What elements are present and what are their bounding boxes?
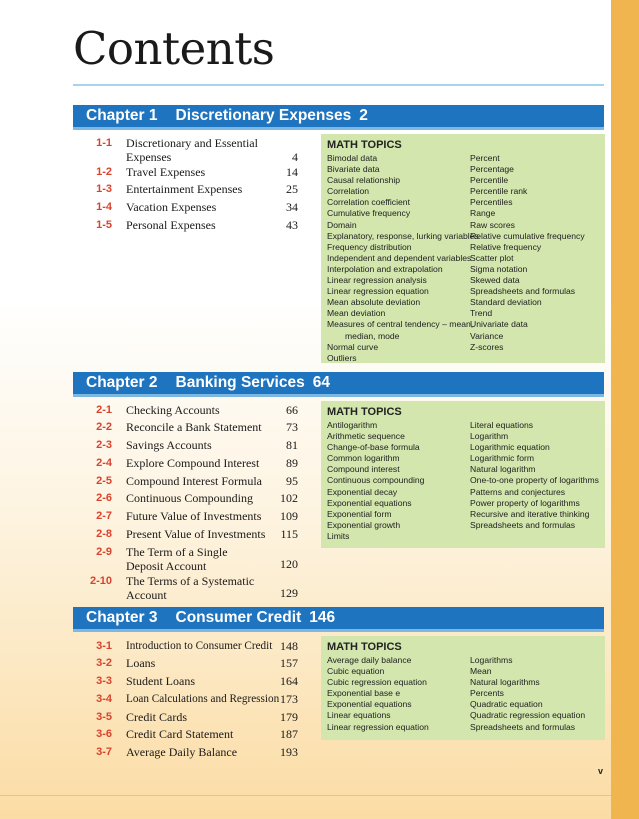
math-topics-column-1 bbox=[327, 655, 467, 733]
topic-item: Exponential equations bbox=[327, 699, 412, 710]
topic-item: Interpolation and extrapolation bbox=[327, 263, 443, 274]
math-topics-heading: MATH TOPICS bbox=[327, 139, 402, 151]
lesson-2-9[interactable] bbox=[84, 545, 298, 573]
topic-item: Scatter plot bbox=[470, 252, 514, 263]
topic-item: Trend bbox=[470, 308, 493, 319]
lesson-title: Present Value of Investments bbox=[126, 527, 266, 541]
topic-item: Percentiles bbox=[470, 197, 513, 208]
math-topics-heading: MATH TOPICS bbox=[327, 406, 402, 418]
topic-item: Sigma notation bbox=[470, 263, 528, 274]
lesson-number: 2-7 bbox=[96, 510, 112, 522]
topic-item: Exponential equations bbox=[327, 497, 412, 508]
topic-item: Arithmetic sequence bbox=[327, 431, 405, 442]
lesson-page: 25 bbox=[286, 182, 298, 196]
chapter-3-header[interactable] bbox=[73, 607, 604, 632]
topic-item: Exponential decay bbox=[327, 486, 398, 497]
topic-item: Variance bbox=[470, 330, 504, 341]
chapter-label: Chapter 1 bbox=[86, 107, 158, 124]
topic-item: Literal equations bbox=[470, 420, 534, 430]
lesson-title: Loan Calculations and Regression bbox=[126, 693, 280, 705]
topic-item: Change-of-base formula bbox=[327, 442, 420, 453]
topic-item: Measures of central tendency – mean, bbox=[327, 319, 474, 330]
chapter-1-math-topics bbox=[321, 134, 605, 363]
chapter-page: 64 bbox=[312, 374, 330, 391]
topic-item: One-to-one property of logarithms bbox=[470, 475, 599, 486]
topic-item: Percentile bbox=[470, 175, 509, 186]
lesson-number: 3-4 bbox=[96, 693, 112, 705]
lesson-page: 129 bbox=[280, 586, 298, 600]
topic-item: Percentile rank bbox=[470, 186, 528, 197]
chapter-2-header[interactable] bbox=[73, 372, 604, 397]
topic-item: Outliers bbox=[327, 352, 357, 363]
lesson-title: Personal Expenses bbox=[126, 218, 216, 232]
topic-item: Exponential growth bbox=[327, 519, 401, 530]
topic-item: Domain bbox=[327, 219, 357, 230]
lesson-number: 1-4 bbox=[96, 201, 112, 213]
lesson-page: 66 bbox=[286, 403, 298, 417]
math-topics-column-1 bbox=[327, 420, 467, 542]
lesson-page: 164 bbox=[280, 674, 298, 688]
chapter-label: Chapter 2 bbox=[86, 374, 158, 391]
lesson-number: 2-2 bbox=[96, 421, 112, 433]
topic-item: Cubic regression equation bbox=[327, 677, 427, 688]
chapter-title: Banking Services bbox=[175, 374, 305, 391]
topic-item: Continuous compounding bbox=[327, 475, 425, 486]
lesson-page: 14 bbox=[286, 165, 298, 179]
lesson-number: 1-5 bbox=[96, 219, 112, 231]
topic-item: Correlation coefficient bbox=[327, 197, 410, 208]
lesson-title: Introduction to Consumer Credit bbox=[126, 640, 273, 652]
lesson-page: 95 bbox=[286, 474, 298, 488]
lesson-number: 3-3 bbox=[96, 675, 112, 687]
lesson-number: 2-4 bbox=[96, 457, 112, 469]
topic-item: Univariate data bbox=[470, 319, 528, 330]
topic-item: Skewed data bbox=[470, 275, 520, 286]
lesson-number: 2-8 bbox=[96, 528, 112, 540]
lesson-title: Loans bbox=[126, 656, 156, 670]
topic-item: Natural logarithm bbox=[470, 464, 536, 475]
topic-item: Relative cumulative frequency bbox=[470, 230, 585, 241]
chapter-title: Discretionary Expenses bbox=[175, 107, 352, 124]
lesson-title: The Terms of a Systematic Account bbox=[126, 574, 255, 602]
topic-item: Exponential base e bbox=[327, 688, 401, 699]
page-title: Contents bbox=[73, 22, 275, 75]
math-topics-column-2 bbox=[470, 420, 603, 531]
topic-item: Logarithmic form bbox=[470, 453, 534, 464]
topic-item: Compound interest bbox=[327, 464, 400, 475]
topic-item: Linear regression analysis bbox=[327, 275, 427, 286]
lesson-page: 173 bbox=[280, 692, 298, 706]
lesson-title: Explore Compound Interest bbox=[126, 456, 260, 470]
chapter-page: 146 bbox=[309, 609, 336, 626]
topic-item: Common logarithm bbox=[327, 453, 400, 464]
topic-item: Standard deviation bbox=[470, 297, 542, 308]
chapter-2-math-topics bbox=[321, 401, 605, 548]
lesson-number: 2-6 bbox=[96, 492, 112, 504]
topic-item: Normal curve bbox=[327, 341, 379, 352]
lesson-title: Credit Cards bbox=[126, 710, 187, 724]
topic-item: Cubic equation bbox=[327, 666, 385, 677]
topic-item: Quadratic equation bbox=[470, 699, 543, 710]
lesson-number: 1-3 bbox=[96, 183, 112, 195]
topic-item: Quadratic regression equation bbox=[470, 710, 586, 721]
topic-item: Natural logarithms bbox=[470, 677, 540, 688]
topic-item: Average daily balance bbox=[327, 655, 412, 665]
topic-item: Mean deviation bbox=[327, 308, 386, 319]
topic-item: Independent and dependent variables bbox=[327, 252, 472, 263]
topic-item: Frequency distribution bbox=[327, 241, 412, 252]
topic-item: Range bbox=[470, 208, 496, 219]
topic-item: Power property of logarithms bbox=[470, 497, 580, 508]
lesson-page: 157 bbox=[280, 656, 298, 670]
topic-item: Cumulative frequency bbox=[327, 208, 411, 219]
lesson-number: 3-1 bbox=[96, 640, 112, 652]
topic-item: Correlation bbox=[327, 186, 370, 197]
lesson-number: 3-5 bbox=[96, 711, 112, 723]
lesson-number: 1-2 bbox=[96, 166, 112, 178]
lesson-number: 3-7 bbox=[96, 746, 112, 758]
math-topics-column-2 bbox=[470, 655, 603, 733]
topic-item: Logarithm bbox=[470, 431, 509, 442]
lesson-number: 2-9 bbox=[96, 546, 112, 558]
topic-item: Z-scores bbox=[470, 341, 504, 352]
lesson-number: 1-1 bbox=[96, 137, 112, 149]
lesson-number: 3-6 bbox=[96, 728, 112, 740]
lesson-page: 73 bbox=[286, 420, 298, 434]
topic-item: Recursive and iterative thinking bbox=[470, 508, 590, 519]
lesson-title: Student Loans bbox=[126, 674, 195, 688]
topic-item: Linear equations bbox=[327, 710, 391, 721]
topic-item: Relative frequency bbox=[470, 241, 542, 252]
lesson-title: Discretionary and Essential Expenses bbox=[126, 136, 258, 164]
title-rule bbox=[73, 84, 604, 86]
lesson-number: 3-2 bbox=[96, 657, 112, 669]
right-edge-bar bbox=[611, 0, 639, 819]
chapter-1-header[interactable] bbox=[73, 105, 604, 130]
topic-item: Linear regression equation bbox=[327, 721, 429, 732]
lesson-title: Entertainment Expenses bbox=[126, 182, 243, 196]
lesson-page: 34 bbox=[286, 200, 298, 214]
lesson-page: 115 bbox=[280, 527, 298, 541]
topic-item: Spreadsheets and formulas bbox=[470, 286, 576, 297]
lesson-number: 2-10 bbox=[89, 575, 112, 587]
lesson-page: 109 bbox=[280, 509, 298, 523]
lesson-number: 2-3 bbox=[96, 439, 112, 451]
lesson-page: 43 bbox=[286, 218, 298, 232]
lesson-page: 187 bbox=[280, 727, 298, 741]
lesson-2-10[interactable] bbox=[84, 574, 298, 602]
math-topics-heading: MATH TOPICS bbox=[327, 641, 402, 653]
math-topics-column-1 bbox=[327, 153, 479, 364]
topic-item: Mean absolute deviation bbox=[327, 297, 421, 308]
bottom-rule bbox=[0, 795, 611, 796]
topic-item: Spreadsheets and formulas bbox=[470, 519, 576, 530]
lesson-1-1[interactable] bbox=[84, 136, 298, 164]
lesson-title: The Term of a Single Deposit Account bbox=[126, 545, 228, 573]
topic-item: Mean bbox=[470, 666, 492, 677]
topic-item: Spreadsheets and formulas bbox=[470, 721, 576, 732]
chapter-title: Consumer Credit bbox=[175, 609, 302, 626]
chapter-label: Chapter 3 bbox=[86, 609, 158, 626]
lesson-number: 2-1 bbox=[96, 404, 112, 416]
lesson-page: 4 bbox=[292, 150, 298, 164]
topic-item: median, mode bbox=[345, 330, 400, 341]
lesson-page: 193 bbox=[280, 745, 298, 759]
lesson-title: Compound Interest Formula bbox=[126, 474, 262, 488]
lesson-page: 89 bbox=[286, 456, 298, 470]
lesson-number: 2-5 bbox=[96, 475, 112, 487]
lesson-title: Vacation Expenses bbox=[126, 200, 217, 214]
topic-item: Logarithms bbox=[470, 655, 513, 665]
lesson-title: Checking Accounts bbox=[126, 403, 220, 417]
lesson-title: Credit Card Statement bbox=[126, 727, 234, 741]
lesson-title: Continuous Compounding bbox=[126, 491, 254, 505]
lesson-page: 148 bbox=[280, 639, 298, 653]
topic-item: Limits bbox=[327, 530, 350, 541]
lesson-page: 102 bbox=[280, 491, 298, 505]
topic-item: Raw scores bbox=[470, 219, 515, 230]
topic-item: Bivariate data bbox=[327, 164, 380, 175]
topic-item: Percent bbox=[470, 153, 500, 163]
page-folio: v bbox=[598, 766, 604, 776]
lesson-page: 81 bbox=[286, 438, 298, 452]
lesson-title: Travel Expenses bbox=[126, 165, 206, 179]
topic-item: Explanatory, response, lurking variables bbox=[327, 230, 479, 241]
chapter-page: 2 bbox=[359, 107, 368, 124]
chapter-3-math-topics bbox=[321, 636, 605, 740]
lesson-title: Average Daily Balance bbox=[126, 745, 238, 759]
math-topics-column-2 bbox=[470, 153, 603, 353]
topic-item: Bimodal data bbox=[327, 153, 378, 163]
topic-item: Linear regression equation bbox=[327, 286, 429, 297]
topic-item: Exponential form bbox=[327, 508, 392, 519]
topic-item: Causal relationship bbox=[327, 175, 401, 186]
topic-item: Antilogarithm bbox=[327, 420, 378, 430]
topic-item: Patterns and conjectures bbox=[470, 486, 566, 497]
lesson-title: Savings Accounts bbox=[126, 438, 212, 452]
lesson-page: 120 bbox=[280, 557, 298, 571]
lesson-title: Reconcile a Bank Statement bbox=[126, 420, 262, 434]
topic-item: Logarithmic equation bbox=[470, 442, 550, 453]
topic-item: Percentage bbox=[470, 164, 514, 175]
topic-item: Percents bbox=[470, 688, 504, 699]
lesson-page: 179 bbox=[280, 710, 298, 724]
lesson-title: Future Value of Investments bbox=[126, 509, 262, 523]
